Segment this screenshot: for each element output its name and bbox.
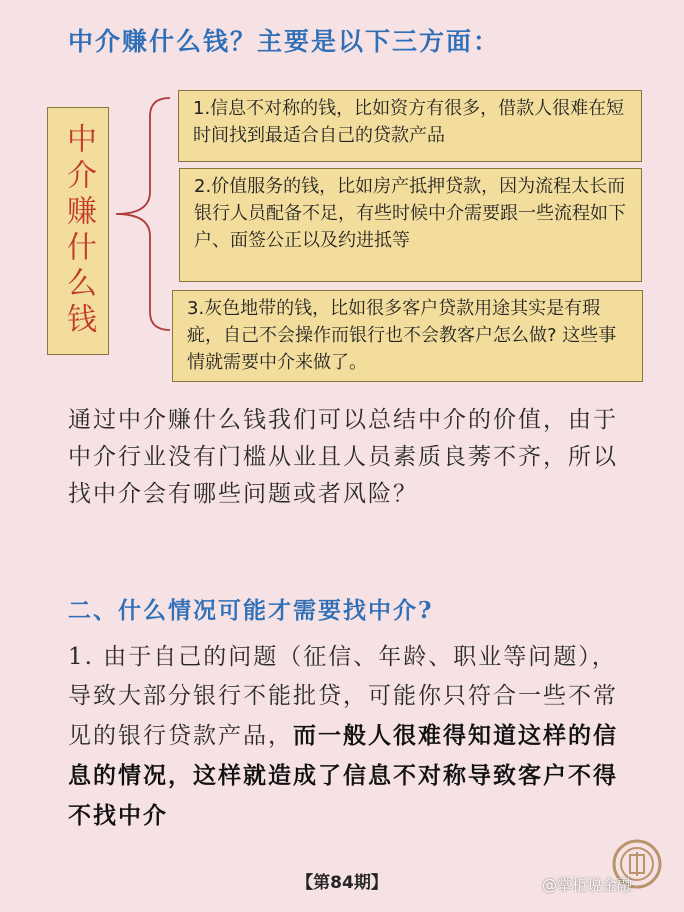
point-1-bold-text: 而一般人很难得知道这样的信息的情况，这样就造成了信息不对称导致客户不得不找中介 xyxy=(68,722,618,829)
reason-card-1: 1.信息不对称的钱，比如资方有很多，借款人很难在短时间找到最适合自己的贷款产品 xyxy=(178,90,642,162)
point-1-paragraph xyxy=(68,638,628,836)
summary-paragraph: 通过中介赚什么钱我们可以总结中介的价值，由于中介行业没有门槛从业且人员素质良莠不齐，所以找中介会有哪些问题或者风险？ xyxy=(68,407,618,507)
page-title: 中介赚什么钱？主要是以下三方面： xyxy=(68,27,501,56)
watermark: @掌柜说金融 xyxy=(542,876,633,894)
reason-card-2: 2.价值服务的钱，比如房产抵押贷款，因为流程太长而银行人员配备不足，有些时候中介需要跟一些流程如下户、面签公正以及约进抵等 xyxy=(179,168,642,282)
reason-card-3: 3.灰色地带的钱，比如很多客户贷款用途其实是有瑕疵，自己不会操作而银行也不会教客户怎么做? 这些事情就需要中介来做了。 xyxy=(172,290,643,382)
point-1-plain-text: 1. 由于自己的问题（征信、年龄、职业等问题），导致大部分银行不能批贷，可能你只符合一些不常见的银行贷款产品， xyxy=(68,644,618,749)
issue-label: 【第84期】 xyxy=(296,873,388,893)
vertical-label-box xyxy=(47,107,109,355)
section-heading-2: 二、什么情况可能才需要找中介? xyxy=(68,597,434,624)
curly-brace-icon xyxy=(110,96,176,336)
vertical-label: 中介赚什么钱 xyxy=(61,123,96,339)
